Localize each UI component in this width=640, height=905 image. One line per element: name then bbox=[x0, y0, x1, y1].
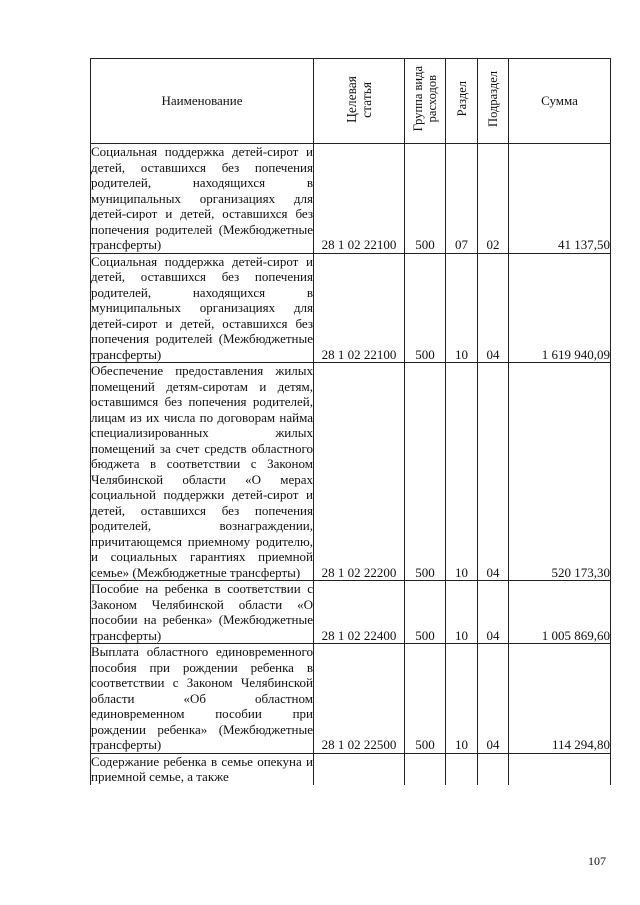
row-sum: 1 005 869,60 bbox=[509, 581, 611, 644]
row-sum: 114 294,80 bbox=[509, 644, 611, 754]
header-section-label: Раздел bbox=[454, 81, 469, 117]
row-subsection: 04 bbox=[478, 363, 509, 581]
row-section: 10 bbox=[446, 253, 478, 363]
page-number: 107 bbox=[588, 854, 606, 868]
budget-table bbox=[90, 58, 611, 785]
table-row bbox=[91, 581, 611, 644]
row-sum: 41 137,50 bbox=[509, 144, 611, 254]
header-section bbox=[446, 59, 478, 144]
row-subsection: 04 bbox=[478, 253, 509, 363]
row-group bbox=[405, 753, 446, 785]
row-article: 28 1 02 22100 bbox=[314, 253, 405, 363]
row-subsection: 04 bbox=[478, 581, 509, 644]
row-name: Социальная поддержка детей-сирот и детей, оставшихся без попечения родителей, находящихся в муниципальных организациях для детей-сирот и детей, оставшихся без попечения родителей (Межбюджетные трансферты) bbox=[91, 144, 313, 252]
row-section: 10 bbox=[446, 581, 478, 644]
row-sum: 520 173,30 bbox=[509, 363, 611, 581]
table-row bbox=[91, 144, 611, 254]
row-name: Содержание ребенка в семье опекуна и приемной семье, а также bbox=[91, 753, 313, 784]
row-subsection: 04 bbox=[478, 644, 509, 754]
row-article bbox=[314, 753, 405, 785]
row-name: Пособие на ребенка в соответствии с Законом Челябинской области «О пособии на ребенка» (Межбюджетные трансферты) bbox=[91, 581, 313, 643]
table-row bbox=[91, 753, 611, 785]
table-row bbox=[91, 253, 611, 363]
header-name: Наименование bbox=[91, 59, 314, 144]
table-row bbox=[91, 644, 611, 754]
row-article: 28 1 02 22400 bbox=[314, 581, 405, 644]
row-name: Социальная поддержка детей-сирот и детей, оставшихся без попечения родителей, находящихся в муниципальных организациях для детей-сирот и детей, оставшихся без попечения родителей (Межбюджетные трансферты) bbox=[91, 253, 313, 362]
header-subsection bbox=[478, 59, 509, 144]
row-group: 500 bbox=[405, 253, 446, 363]
table-header-row bbox=[91, 59, 611, 144]
row-section: 10 bbox=[446, 644, 478, 754]
header-expense-group-label: Группа вида расходов bbox=[411, 66, 439, 132]
header-target-article bbox=[314, 59, 405, 144]
header-sum: Сумма bbox=[509, 59, 611, 144]
row-group: 500 bbox=[405, 581, 446, 644]
row-section: 07 bbox=[446, 144, 478, 254]
header-subsection-label: Подраздел bbox=[486, 71, 500, 127]
row-sum bbox=[509, 753, 611, 785]
row-article: 28 1 02 22100 bbox=[314, 144, 405, 254]
header-expense-group bbox=[405, 59, 446, 144]
table-row bbox=[91, 363, 611, 581]
row-subsection: 02 bbox=[478, 144, 509, 254]
row-group: 500 bbox=[405, 144, 446, 254]
row-article: 28 1 02 22200 bbox=[314, 363, 405, 581]
row-name: Обеспечение предоставления жилых помещений детям-сиротам и детям, оставшимся без попечения родителей, лицам из их числа по договорам найма специализированных жилых помещений за счет средств областного бюджета в соответствии с Законом Челябинской области «О мерах социальной поддержки детей-сирот и детей, оставшихся без попечения родителей, вознаграждении, причитающемся приемному родителю, и социальных гарантиях приемной семье» (Межбюджетные трансферты) bbox=[91, 363, 313, 580]
row-group: 500 bbox=[405, 363, 446, 581]
row-subsection bbox=[478, 753, 509, 785]
row-group: 500 bbox=[405, 644, 446, 754]
header-target-article-label: Целевая статья bbox=[344, 75, 374, 123]
row-name: Выплата областного единовременного пособия при рождении ребенка в соответствии с Законом Челябинской области «Об областном единовременном пособии при рождении ребенка» (Межбюджетные трансферты) bbox=[91, 644, 313, 752]
row-article: 28 1 02 22500 bbox=[314, 644, 405, 754]
row-section bbox=[446, 753, 478, 785]
row-section: 10 bbox=[446, 363, 478, 581]
row-sum: 1 619 940,09 bbox=[509, 253, 611, 363]
